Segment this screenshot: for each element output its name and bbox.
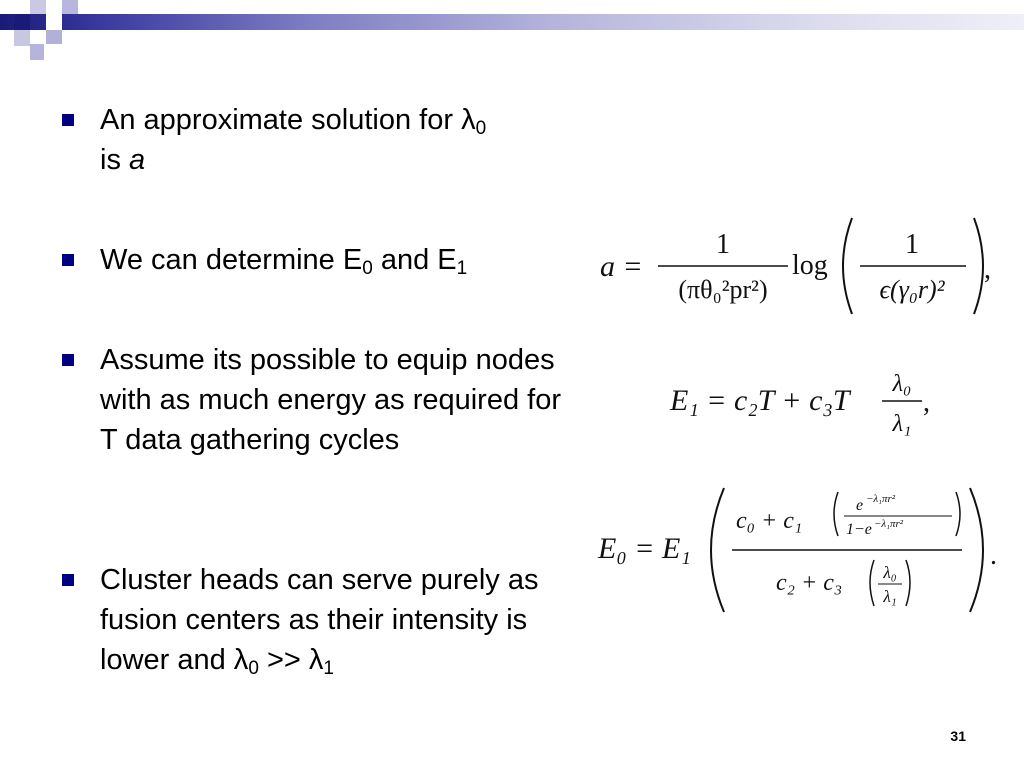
inner-right-paren <box>906 560 910 606</box>
header-square <box>14 30 30 46</box>
eq-numerator-prefix: c₀ + c₁ <box>736 508 803 534</box>
left-paren <box>711 488 724 612</box>
eq-denominator: ϵ(γ₀r)² <box>879 275 945 304</box>
page-number: 31 <box>950 728 966 744</box>
left-paren <box>843 218 852 314</box>
eq-lhs: E₀ = E₁ <box>598 532 691 565</box>
equation-a <box>590 208 1010 323</box>
header-square <box>62 0 78 14</box>
header-square <box>14 14 30 30</box>
bullet-text: Assume its possible to equip nodes with as much energy as required for T data gathering cycles <box>100 344 561 456</box>
eq-numerator: λ₀ <box>892 371 912 397</box>
bullet-text: We can determine $E_0$ and $E_1$ <box>100 244 468 279</box>
header-gradient-bar <box>0 14 1024 30</box>
header-square <box>30 44 44 60</box>
header-square <box>46 30 62 44</box>
inner-left-paren <box>834 492 838 536</box>
equation-e0 <box>590 478 1015 618</box>
bullet-square-icon <box>62 114 74 126</box>
bullet-square-icon <box>62 354 74 366</box>
eq-denominator: (πθ₀²pr²) <box>678 275 768 304</box>
right-paren <box>974 218 983 314</box>
inner-numerator-exp: −λ₁πr² <box>866 493 896 505</box>
header-square <box>30 0 46 14</box>
eq-tail: , <box>923 387 930 418</box>
eq-denominator: λ₁ <box>892 411 912 437</box>
header-square <box>46 14 62 30</box>
inner-numerator: e <box>856 497 864 514</box>
bullet-text: Cluster heads can serve purely as fusion centers as their intensity is lower and $\lambda_0 >> \lambda_1$ <box>100 564 539 679</box>
inner-left-paren <box>870 560 874 606</box>
inner-denominator: 1−e <box>846 521 872 538</box>
den-numerator: λ₀ <box>883 563 897 582</box>
eq-numerator: 1 <box>905 229 919 260</box>
inner-right-paren <box>956 492 960 536</box>
inner-denominator-exp: −λ₁πr² <box>874 518 904 530</box>
eq-numerator: 1 <box>716 229 730 260</box>
eq-log: log <box>792 250 828 281</box>
den-denominator: λ₁ <box>883 587 897 606</box>
eq-tail: , <box>984 254 991 285</box>
bullet-square-icon <box>62 574 74 586</box>
bullet-text: An approximate solution for $\lambda_0$ is a <box>100 104 487 176</box>
right-paren <box>970 488 983 612</box>
eq-lhs: a = <box>600 250 643 283</box>
eq-tail: . <box>990 540 997 571</box>
bullet-square-icon <box>62 254 74 266</box>
eq-lhs: E₁ = c₂T + c₃T <box>670 384 850 417</box>
eq-denominator-prefix: c₂ + c₃ <box>776 570 843 596</box>
equation-e1 <box>660 355 960 445</box>
